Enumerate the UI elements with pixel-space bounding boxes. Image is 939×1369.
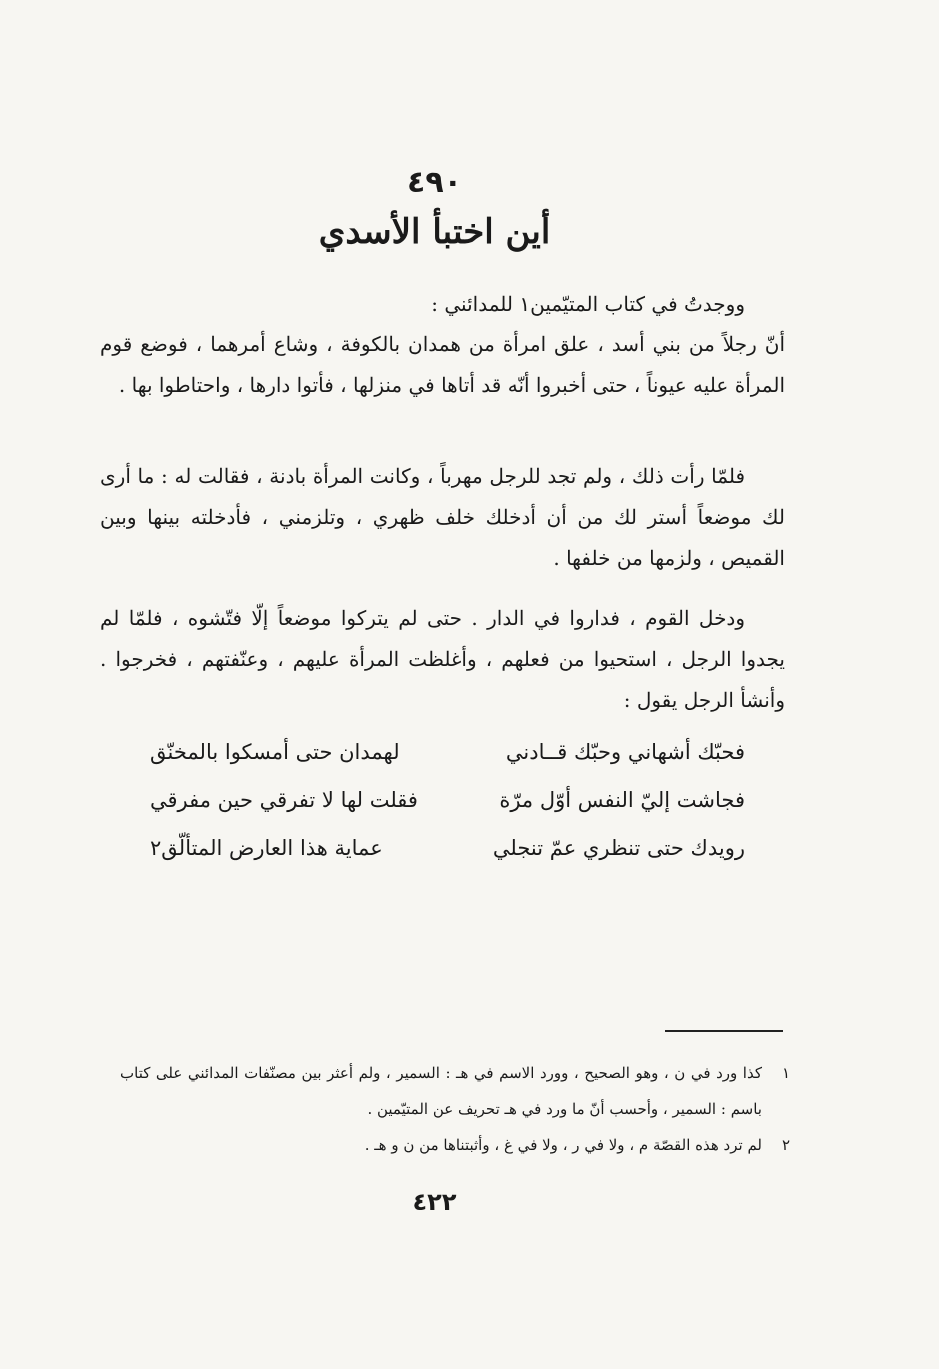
footnote-text: لم ترد هذه القصّة م ، ولا في ر ، ولا في غ ، وأثبتناها من ن و هـ .: [364, 1136, 762, 1154]
poem-verse: [150, 824, 745, 872]
story-number: ٤٩٠: [407, 165, 462, 200]
verse-first-hemistich: فجاشت إليّ النفس أوّل مرّة: [499, 788, 745, 812]
paragraph-text: أنّ رجلاً من بني أسد ، علق امرأة من همدان بالكوفة ، وشاع أمرهما ، فوضع قوم المرأة عليه عيوناً ، حتى أخبروا أنّه قد أتاها في منزلها ، فأتوا دارها ، واحتاطوا بها .: [100, 332, 785, 397]
footnote-divider: [665, 1030, 783, 1032]
intro-text: ووجدتُ في كتاب المتيّمين١ للمدائني :: [431, 292, 745, 316]
footnotes: [120, 1055, 790, 1163]
paragraph-3: [100, 598, 785, 721]
verse-second-hemistich: عماية هذا العارض المتألّق٢: [150, 836, 383, 860]
intro-line: [100, 284, 785, 325]
verse-first-hemistich: رويدك حتى تنظري عمّ تنجلي: [492, 836, 745, 860]
paragraph-2: [100, 456, 785, 579]
footnote: [120, 1127, 790, 1163]
page-number: ٤٢٢: [412, 1188, 457, 1216]
poem-verse: [150, 728, 745, 776]
paragraph-text: فلمّا رأت ذلك ، ولم تجد للرجل مهرباً ، وكانت المرأة بادنة ، فقالت له : ما أرى لك موضعاً أستر لك من أن أدخلك خلف ظهري ، وتلزمني ، فأدخلته بينها وبين القميص ، ولزمها من خلفها .: [100, 464, 785, 570]
poem: [150, 728, 745, 872]
footnote: [120, 1055, 790, 1127]
poem-verse: [150, 776, 745, 824]
story-title: أين اختبأ الأسدي: [318, 212, 551, 252]
paragraph-1: [100, 324, 785, 406]
footnote-text: كذا ورد في ن ، وهو الصحيح ، وورد الاسم في هـ : السمير ، ولم أعثر بين مصنّفات المدائني على كتاب باسم : السمير ، وأحسب أنّ ما ورد في هـ تحريف عن المتيّمين .: [120, 1064, 762, 1118]
footnote-number: ٢: [781, 1136, 790, 1154]
footnote-number: ١: [781, 1064, 790, 1082]
verse-second-hemistich: لهمدان حتى أمسكوا بالمخنّق: [150, 740, 400, 764]
verse-first-hemistich: فحبّك أشهاني وحبّك قــادني: [505, 740, 745, 764]
verse-second-hemistich: فقلت لها لا تفرقي حين مفرقي: [150, 788, 418, 812]
paragraph-text: ودخل القوم ، فداروا في الدار . حتى لم يتركوا موضعاً إلّا فتّشوه ، فلمّا لم يجدوا الرجل ، استحيوا من فعلهم ، وأغلظت المرأة عليهم ، وعنّفتهم ، فخرجوا . وأنشأ الرجل يقول :: [100, 606, 785, 712]
